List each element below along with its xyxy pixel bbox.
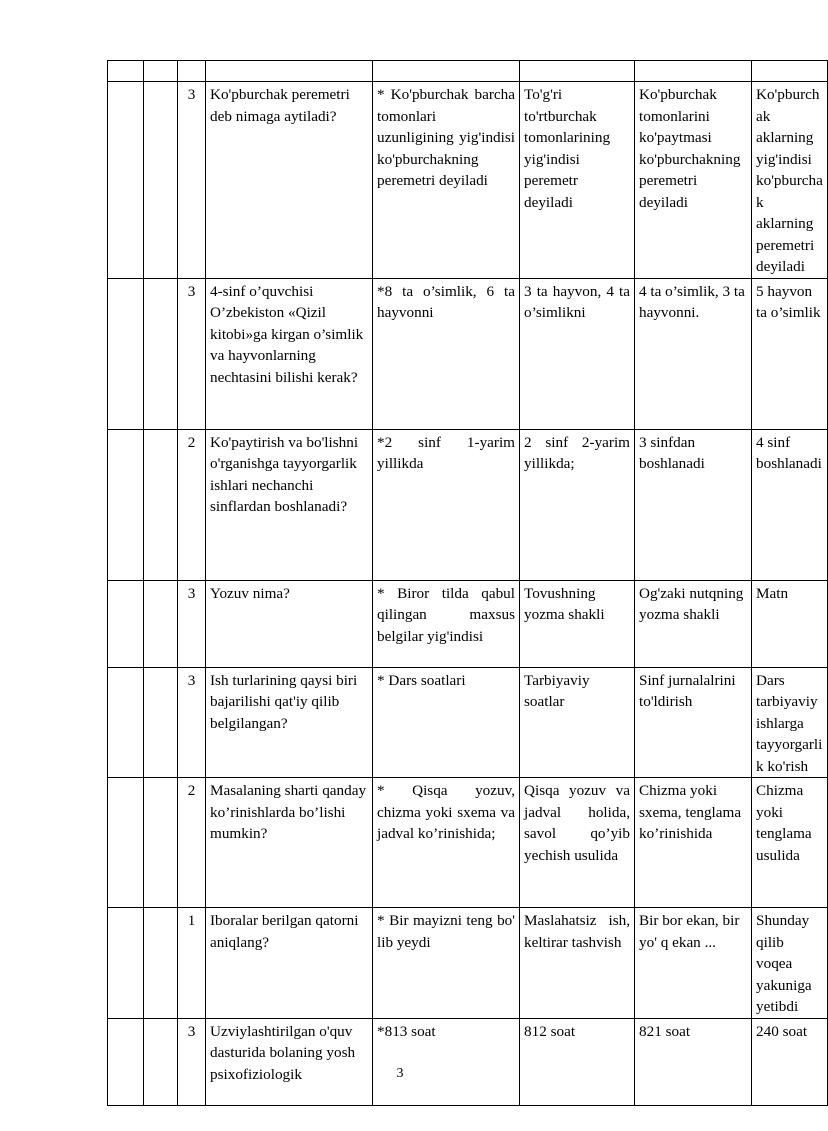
- difficulty-level: 2: [178, 429, 206, 580]
- header-cell: [206, 61, 373, 82]
- empty-cell: [108, 667, 144, 778]
- answer-option: 3 ta hayvon, 4 ta o’simlikni: [520, 278, 635, 429]
- answer-option: Ko'pburchak aklarning yig'indisi ko'pburchak aklarning peremetri deyiladi: [752, 82, 828, 279]
- answer-correct: * Bir mayizni teng bo' lib yeydi: [373, 908, 520, 1019]
- header-cell: [520, 61, 635, 82]
- difficulty-level: 1: [178, 908, 206, 1019]
- question-text: Ko'paytirish va bo'lishni o'rganishga tayyorgarlik ishlari nechanchi sinflardan boshlanadi?: [206, 429, 373, 580]
- answer-option: Ko'pburchak tomonlarini ko'paytmasi ko'pburchakning peremetri deyiladi: [635, 82, 752, 279]
- empty-cell: [108, 1018, 144, 1105]
- answer-option: 3 sinfdan boshlanadi: [635, 429, 752, 580]
- empty-cell: [144, 580, 178, 667]
- header-cell: [178, 61, 206, 82]
- answer-option: Og'zaki nutqning yozma shakli: [635, 580, 752, 667]
- difficulty-level: 3: [178, 580, 206, 667]
- question-row: [108, 278, 828, 429]
- difficulty-level: 3: [178, 1018, 206, 1105]
- answer-option: 821 soat: [635, 1018, 752, 1105]
- empty-cell: [108, 82, 144, 279]
- question-row: [108, 580, 828, 667]
- question-text: Yozuv nima?: [206, 580, 373, 667]
- answer-option: Qisqa yozuv va jadval holida, savol qo’yib yechish usulida: [520, 778, 635, 908]
- difficulty-level: 3: [178, 278, 206, 429]
- answer-correct: * Qisqa yozuv, chizma yoki sxema va jadval ko’rinishida;: [373, 778, 520, 908]
- question-row: [108, 908, 828, 1019]
- answer-option: Sinf jurnalalrini to'ldirish: [635, 667, 752, 778]
- empty-cell: [108, 778, 144, 908]
- header-row: [108, 61, 828, 82]
- question-text: 4-sinf o’quvchisi O’zbekiston «Qizil kitobi»ga kirgan o’simlik va hayvonlarning nechtasini bilishi kerak?: [206, 278, 373, 429]
- answer-option: Matn: [752, 580, 828, 667]
- empty-cell: [108, 278, 144, 429]
- header-cell: [144, 61, 178, 82]
- answer-option: Chizma yoki tenglama usulida: [752, 778, 828, 908]
- answer-option: 2 sinf 2-yarim yillikda;: [520, 429, 635, 580]
- question-text: Ko'pburchak peremetri deb nimaga aytiladi?: [206, 82, 373, 279]
- header-cell: [752, 61, 828, 82]
- answer-option: To'g'ri to'rtburchak tomonlarining yig'indisi peremetr deyiladi: [520, 82, 635, 279]
- empty-cell: [144, 667, 178, 778]
- answer-option: Tovushning yozma shakli: [520, 580, 635, 667]
- answer-option: Maslahatsiz ish, keltirar tashvish: [520, 908, 635, 1019]
- empty-cell: [144, 778, 178, 908]
- answer-correct: *2 sinf 1-yarim yillikda: [373, 429, 520, 580]
- answer-option: 812 soat: [520, 1018, 635, 1105]
- answer-option: Shunday qilib voqea yakuniga yetibdi: [752, 908, 828, 1019]
- answer-correct: * Biror tilda qabul qilingan maxsus belgilar yig'indisi: [373, 580, 520, 667]
- question-text: Ish turlarining qaysi biri bajarilishi qat'iy qilib belgilangan?: [206, 667, 373, 778]
- question-row: [108, 1018, 828, 1105]
- answer-correct: * Dars soatlari: [373, 667, 520, 778]
- difficulty-level: 2: [178, 778, 206, 908]
- empty-cell: [144, 1018, 178, 1105]
- header-cell: [108, 61, 144, 82]
- question-row: [108, 778, 828, 908]
- question-text: Masalaning sharti qanday ko’rinishlarda bo’lishi mumkin?: [206, 778, 373, 908]
- header-cell: [635, 61, 752, 82]
- question-row: [108, 667, 828, 778]
- answer-correct: * Ko'pburchak barcha tomonlari uzunligining yig'indisi ko'pburchakning peremetri deyiladi: [373, 82, 520, 279]
- question-text: Iboralar berilgan qatorni aniqlang?: [206, 908, 373, 1019]
- answer-option: 4 ta o’simlik, 3 ta hayvonni.: [635, 278, 752, 429]
- empty-cell: [108, 908, 144, 1019]
- empty-cell: [144, 82, 178, 279]
- difficulty-level: 3: [178, 667, 206, 778]
- answer-option: Tarbiyaviy soatlar: [520, 667, 635, 778]
- empty-cell: [108, 580, 144, 667]
- empty-cell: [144, 908, 178, 1019]
- answer-option: 240 soat: [752, 1018, 828, 1105]
- answer-option: Chizma yoki sxema, tenglama ko’rinishida: [635, 778, 752, 908]
- answer-correct: *813 soat: [373, 1018, 520, 1105]
- empty-cell: [108, 429, 144, 580]
- question-row: [108, 82, 828, 279]
- answer-option: 5 hayvon ta o’simlik: [752, 278, 828, 429]
- page-number: 3: [396, 1066, 404, 1081]
- empty-cell: [144, 278, 178, 429]
- answer-option: Dars tarbiyaviy ishlarga tayyorgarlik ko'rish: [752, 667, 828, 778]
- header-cell: [373, 61, 520, 82]
- question-row: [108, 429, 828, 580]
- quiz-table: [107, 60, 828, 1106]
- answer-option: Bir bor ekan, bir yo' q ekan ...: [635, 908, 752, 1019]
- answer-option: 4 sinf boshlanadi: [752, 429, 828, 580]
- difficulty-level: 3: [178, 82, 206, 279]
- empty-cell: [144, 429, 178, 580]
- question-text: Uzviylashtirilgan o'quv dasturida bolaning yosh psixofiziologik: [206, 1018, 373, 1105]
- answer-correct: *8 ta o’simlik, 6 ta hayvonni: [373, 278, 520, 429]
